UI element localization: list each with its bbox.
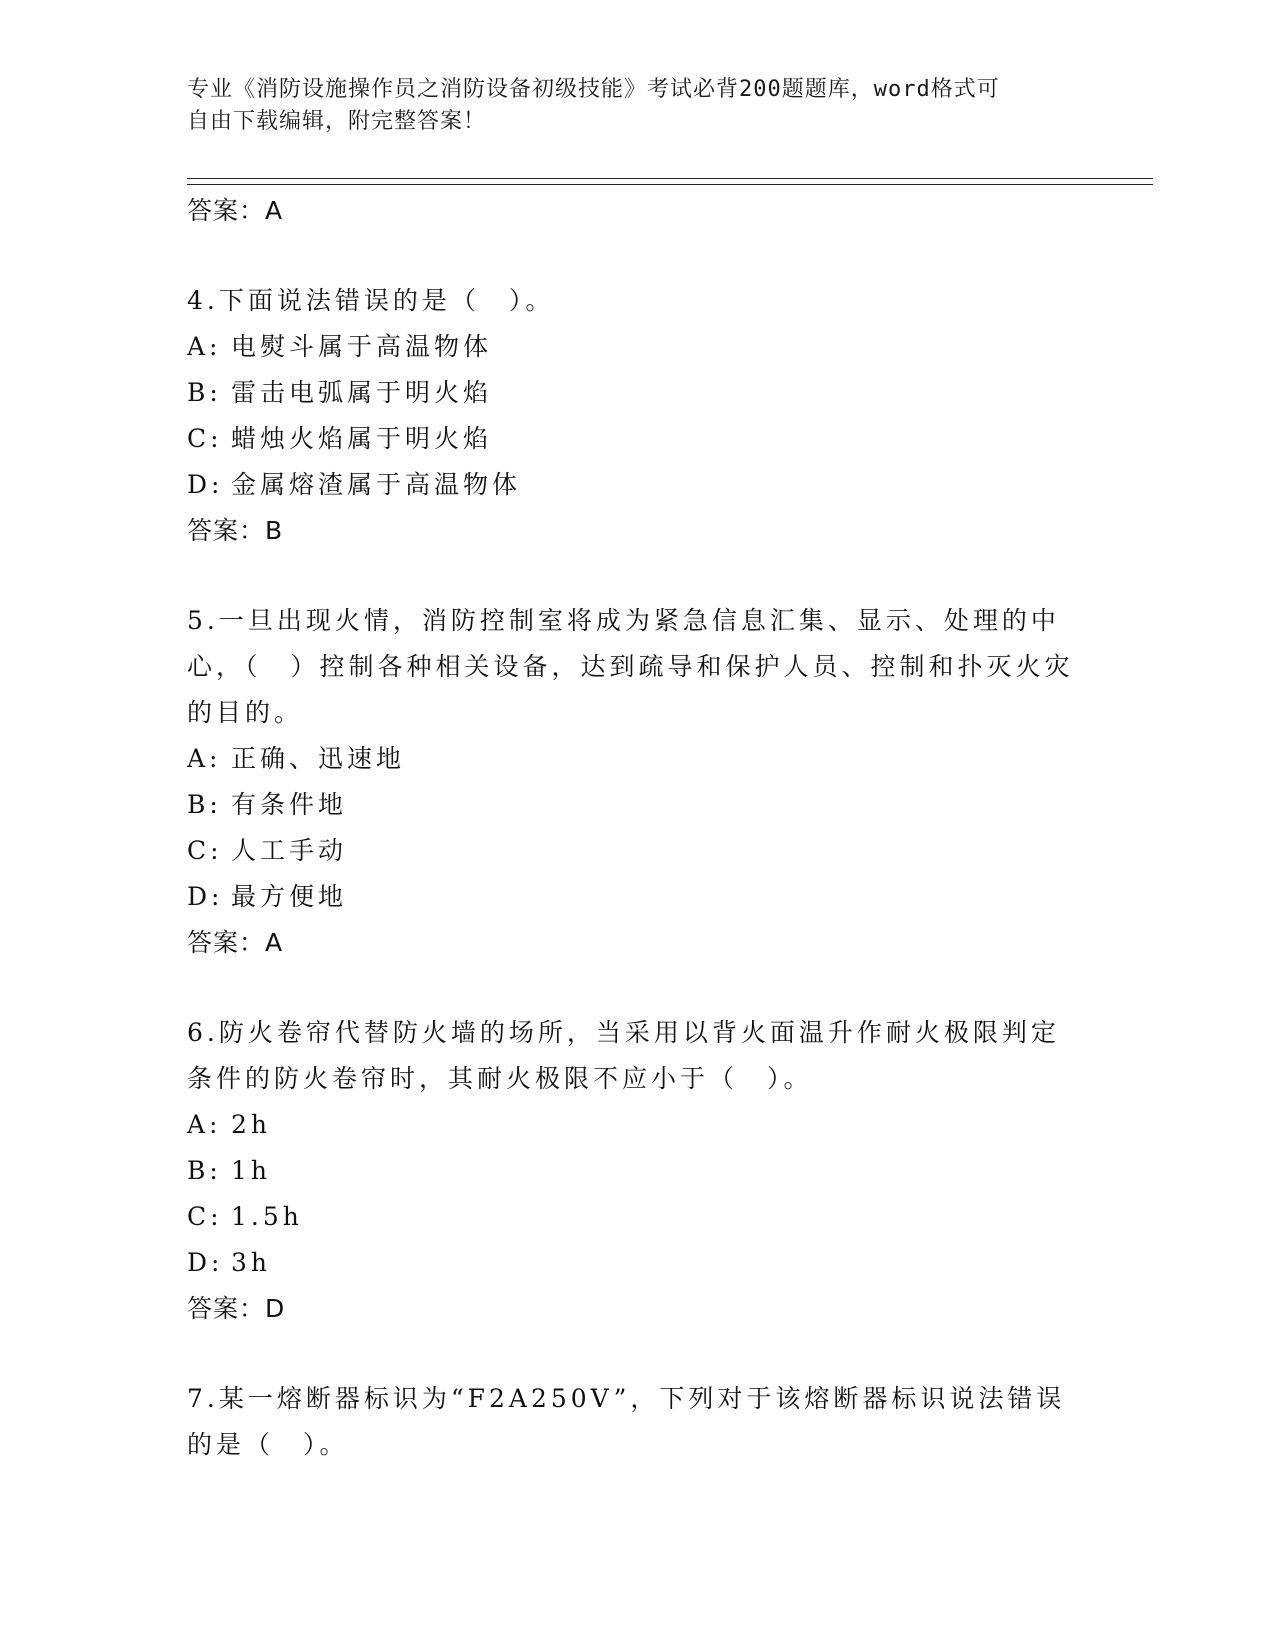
question-5 — [187, 598, 1087, 966]
option-key: C: — [187, 836, 223, 865]
option-text: 金属熔渣属于高温物体 — [231, 470, 522, 499]
option-text: 蜡烛火焰属于明火焰 — [231, 424, 493, 453]
option-key: C: — [187, 1202, 223, 1231]
option-text: 1.5h — [231, 1202, 303, 1231]
option-key: A: — [187, 1110, 222, 1139]
question-7 — [187, 1376, 1087, 1468]
answer-line: 答案：D — [187, 1294, 286, 1323]
document-body — [187, 188, 1087, 1468]
option-text: 最方便地 — [231, 882, 348, 911]
option-text: 3h — [231, 1248, 272, 1277]
option-b — [187, 782, 1087, 828]
answer-line: 答案：B — [187, 516, 284, 545]
option-d — [187, 1240, 1087, 1286]
answer-line: 答案：A — [187, 196, 284, 225]
option-text: 电熨斗属于高温物体 — [231, 332, 493, 361]
option-key: D: — [187, 882, 224, 911]
option-key: B: — [187, 790, 222, 819]
option-text: 2h — [231, 1110, 272, 1139]
option-c — [187, 1194, 1087, 1240]
option-b — [187, 370, 1087, 416]
option-text: 人工手动 — [231, 836, 348, 865]
header-divider-bottom — [187, 184, 1153, 185]
header-line-2: 自由下载编辑，附完整答案！ — [187, 109, 487, 134]
option-a — [187, 736, 1087, 782]
option-text: 有条件地 — [231, 790, 348, 819]
option-key: D: — [187, 470, 224, 499]
option-text: 1h — [231, 1156, 272, 1185]
option-c — [187, 416, 1087, 462]
option-c — [187, 828, 1087, 874]
option-key: A: — [187, 332, 222, 361]
question-4 — [187, 278, 1087, 554]
option-key: B: — [187, 1156, 222, 1185]
question-text: 7.某一熔断器标识为“F2A250V”，下列对于该熔断器标识说法错误的是（ ）。 — [187, 1384, 1066, 1459]
question-text: 5.一旦出现火情，消防控制室将成为紧急信息汇集、显示、处理的中心，（ ）控制各种相关设备，达到疏导和保护人员、控制和扑灭火灾的目的。 — [187, 606, 1074, 727]
question-6 — [187, 1010, 1087, 1332]
question-text: 4.下面说法错误的是（ ）。 — [187, 286, 555, 315]
option-a — [187, 324, 1087, 370]
option-d — [187, 462, 1087, 508]
option-text: 正确、迅速地 — [231, 744, 406, 773]
option-a — [187, 1102, 1087, 1148]
option-key: C: — [187, 424, 223, 453]
header-line-1: 专业《消防设施操作员之消防设备初级技能》考试必背200题题库，word格式可 — [187, 77, 1000, 102]
document-header — [187, 74, 1067, 138]
option-key: A: — [187, 744, 222, 773]
option-key: B: — [187, 378, 222, 407]
question-text: 6.防火卷帘代替防火墙的场所，当采用以背火面温升作耐火极限判定条件的防火卷帘时，其耐火极限不应小于（ ）。 — [187, 1018, 1060, 1093]
option-key: D: — [187, 1248, 224, 1277]
option-text: 雷击电弧属于明火焰 — [231, 378, 493, 407]
option-d — [187, 874, 1087, 920]
option-b — [187, 1148, 1087, 1194]
header-divider-top — [187, 178, 1153, 179]
answer-line: 答案：A — [187, 928, 284, 957]
